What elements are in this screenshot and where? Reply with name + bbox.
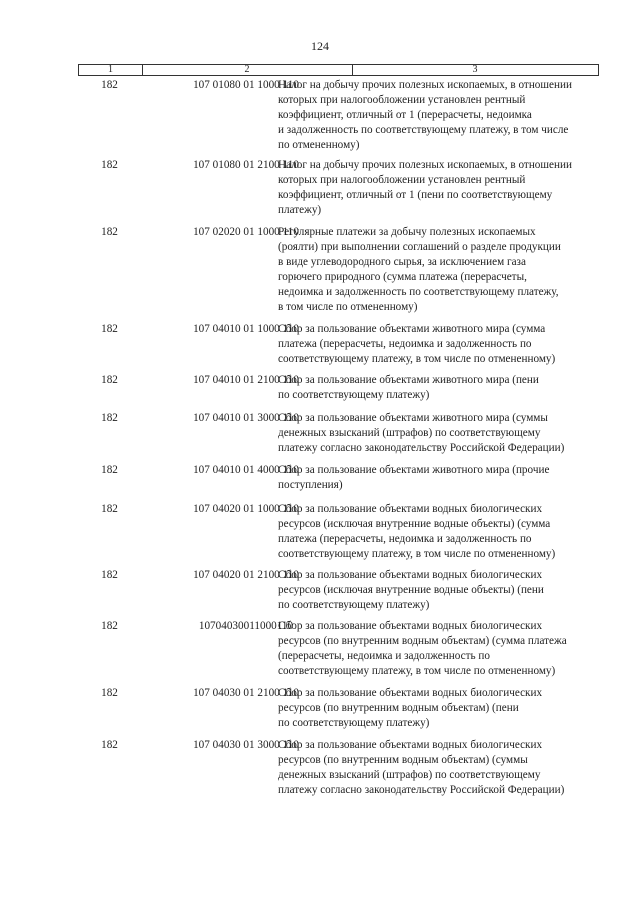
description-line: денежных взысканий (штрафов) по соответствующему <box>278 427 541 440</box>
description-cell <box>278 225 598 316</box>
description-line: Сбор за пользование объектами водных биологических <box>278 503 543 515</box>
description-line: Сбор за пользование объектами животного мира (пени <box>278 374 539 386</box>
admin-code-cell: 182 <box>101 687 118 699</box>
description-line: которых при налогообложении установлен рентный <box>278 94 526 107</box>
description-cell <box>278 686 598 731</box>
description-line: коэффициент, отличный от 1 (пени по соответствующему <box>278 189 553 202</box>
description-line: которых при налогообложении установлен рентный <box>278 174 526 187</box>
description-cell <box>278 158 598 218</box>
description-line: по отмененному) <box>278 139 360 152</box>
description-cell <box>278 568 598 613</box>
page-number: 124 <box>311 39 329 53</box>
admin-code-cell: 182 <box>101 79 118 91</box>
description-cell <box>278 619 598 679</box>
description-line: соответствующему платежу, в том числе по отмененному) <box>278 665 556 678</box>
description-line: и задолженность по соответствующему платежу, в том числе <box>278 124 569 137</box>
admin-code-cell: 182 <box>101 464 118 476</box>
budget-code-cell: 107 02020 01 1000 110 <box>193 226 299 238</box>
header-col-3: 3 <box>472 64 478 75</box>
budget-code-cell: 107 04010 01 4000 110 <box>193 464 299 476</box>
description-line: поступления) <box>278 479 343 492</box>
description-line: по соответствующему платежу) <box>278 717 430 730</box>
description-line: (роялти) при выполнении соглашений о разделе продукции <box>278 241 561 254</box>
description-line: Сбор за пользование объектами водных биологических <box>278 687 543 699</box>
description-line: Регулярные платежи за добычу полезных ископаемых <box>278 226 536 238</box>
budget-code-cell: 107 04020 01 2100 110 <box>193 569 299 581</box>
description-line: ресурсов (по внутренним водным объектам) (суммы <box>278 754 528 767</box>
description-line: Сбор за пользование объектами водных биологических <box>278 569 543 581</box>
description-line: в виде углеводородного сырья, за исключением газа <box>278 256 526 269</box>
description-line: платежу согласно законодательству Российской Федерации) <box>278 784 565 797</box>
budget-code-cell: 107 01080 01 1000 110 <box>193 79 299 91</box>
admin-code-cell: 182 <box>101 620 118 632</box>
description-cell <box>278 78 598 153</box>
budget-code-cell: 10704030011000110 <box>198 620 294 632</box>
description-cell <box>278 463 598 493</box>
budget-code-cell: 107 04020 01 1000 110 <box>193 503 299 515</box>
description-line: платежу) <box>278 204 322 217</box>
header-col-2: 2 <box>142 65 353 75</box>
table-header <box>78 64 599 76</box>
description-line: Налог на добычу прочих полезных ископаемых, в отношении <box>278 79 572 91</box>
budget-code-cell: 107 04010 01 1000 110 <box>193 323 299 335</box>
admin-code-cell: 182 <box>101 569 118 581</box>
description-line: коэффициент, отличный от 1 (перерасчеты, недоимка <box>278 109 532 122</box>
admin-code-cell: 182 <box>101 226 118 238</box>
description-line: ресурсов (исключая внутренние водные объекты) (пени <box>278 584 544 597</box>
admin-code-cell: 182 <box>101 503 118 515</box>
description-line: Сбор за пользование объектами животного мира (суммы <box>278 412 548 424</box>
budget-code-cell: 107 04010 01 2100 110 <box>193 374 299 386</box>
admin-code-cell: 182 <box>101 159 118 171</box>
admin-code-cell: 182 <box>101 412 118 424</box>
admin-code-cell: 182 <box>101 323 118 335</box>
budget-code-cell: 107 04010 01 3000 110 <box>193 412 299 424</box>
description-line: соответствующему платежу, в том числе по отмененному) <box>278 548 556 561</box>
description-line: Сбор за пользование объектами животного мира (прочие <box>278 464 550 476</box>
description-line: по соответствующему платежу) <box>278 599 430 612</box>
description-cell <box>278 373 598 403</box>
description-cell <box>278 322 598 367</box>
description-line: ресурсов (исключая внутренние водные объекты) (сумма <box>278 518 551 531</box>
description-line: Сбор за пользование объектами водных биологических <box>278 739 543 751</box>
description-line: Сбор за пользование объектами животного мира (сумма <box>278 323 546 335</box>
description-cell <box>278 411 598 456</box>
header-col-1: 1 <box>79 65 143 75</box>
budget-code-cell: 107 04030 01 3000 110 <box>193 739 299 751</box>
budget-code-cell: 107 01080 01 2100 110 <box>193 159 299 171</box>
description-line: Налог на добычу прочих полезных ископаемых, в отношении <box>278 159 572 171</box>
description-line: ресурсов (по внутренним водным объектам) (пени <box>278 702 519 715</box>
description-line: по соответствующему платежу) <box>278 389 430 402</box>
description-line: соответствующему платежу, в том числе по отмененному) <box>278 353 556 366</box>
budget-code-cell: 107 04030 01 2100 110 <box>193 687 299 699</box>
description-line: платежа (перерасчеты, недоимка и задолженность по <box>278 533 532 546</box>
description-line: денежных взысканий (штрафов) по соответствующему <box>278 769 541 782</box>
admin-code-cell: 182 <box>101 739 118 751</box>
description-line: ресурсов (по внутренним водным объектам) (сумма платежа <box>278 635 567 648</box>
description-cell <box>278 502 598 562</box>
description-line: платежу согласно законодательству Российской Федерации) <box>278 442 565 455</box>
description-line: недоимка и задолженность по соответствующему платежу, <box>278 286 559 299</box>
admin-code-cell: 182 <box>101 374 118 386</box>
description-line: (перерасчеты, недоимка и задолженность по <box>278 650 490 663</box>
description-line: платежа (перерасчеты, недоимка и задолженность по <box>278 338 532 351</box>
description-line: горючего природного (сумма платежа (перерасчеты, <box>278 271 527 284</box>
description-cell <box>278 738 598 798</box>
description-line: Сбор за пользование объектами водных биологических <box>278 620 543 632</box>
description-line: в том числе по отмененному) <box>278 301 418 314</box>
